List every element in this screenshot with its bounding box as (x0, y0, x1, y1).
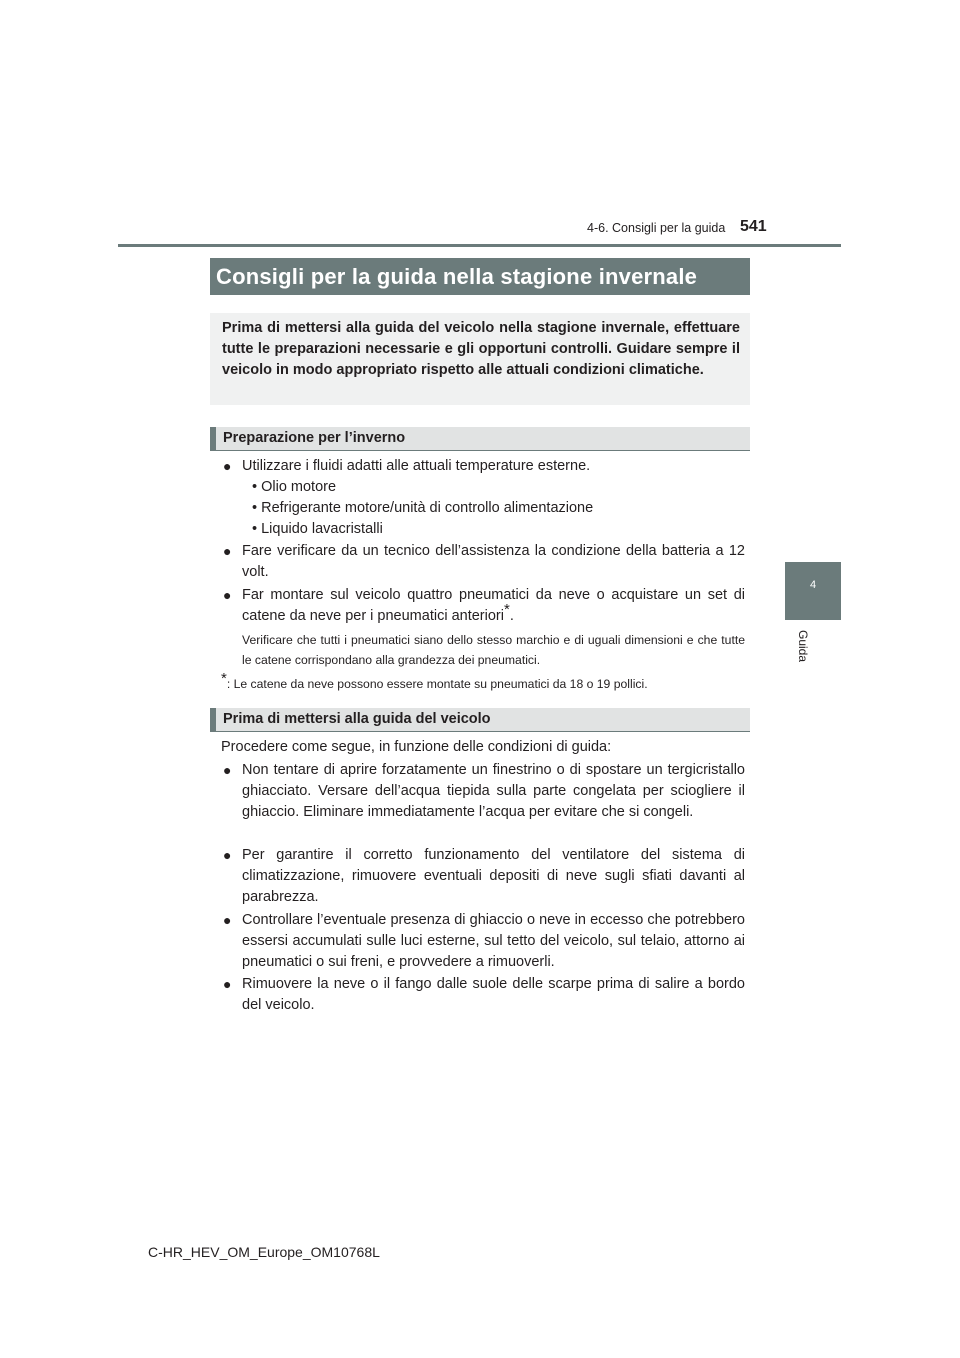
chapter-tab: 4 (785, 562, 841, 620)
bullet-icon: ● (223, 587, 232, 603)
header-divider (118, 244, 841, 247)
bullet-icon: ● (223, 976, 232, 992)
bullet-text: Non tentare di aprire forzatamente un finestrino o di spostare un tergicristallo ghiacciato. Versare dell’acqua tiepida sulla parte congelata per sciogliere il ghiaccio. Eliminare immediatamente l’acqua per evitare che si congeli. (242, 762, 745, 820)
footnote-text: : Le catene da neve possono essere montate su pneumatici da 18 o 19 pollici. (226, 677, 648, 691)
lead-text: Procedere come segue, in funzione delle condizioni di guida: (221, 739, 612, 755)
sub-item: • Olio motore (252, 479, 337, 495)
list-item (221, 974, 745, 1016)
footnote (221, 669, 648, 694)
bullet-icon: ● (223, 912, 232, 928)
list-item (221, 910, 745, 973)
list-item (221, 845, 745, 908)
bullet-text: Far montare sul veicolo quattro pneumatici da neve o acquistare un set di catene da neve per i pneumatici anteriori (242, 587, 745, 624)
list-item (221, 456, 745, 477)
header-section: 4-6. Consigli per la guida (587, 221, 726, 235)
list-item (221, 585, 745, 627)
list-item (221, 541, 745, 583)
period: . (509, 608, 514, 624)
footer-doc-id: C-HR_HEV_OM_Europe_OM10768L (148, 1244, 380, 1260)
bullet-text: Per garantire il corretto funzionamento del ventilatore del sistema di climatizzazione, rimuovere eventuali depositi di neve sugli sfiati davanti al parabrezza. (242, 847, 745, 905)
bullet-text: Utilizzare i fluidi adatti alle attuali temperature esterne. (242, 458, 591, 474)
asterisk: * (503, 601, 510, 619)
asterisk: * (221, 669, 227, 687)
bullet-text: Rimuovere la neve o il fango dalle suole delle scarpe prima di salire a bordo del veicolo. (242, 976, 745, 1013)
list-item (221, 760, 745, 823)
page-number: 541 (740, 218, 767, 235)
sub-item: • Liquido lavacristalli (252, 521, 383, 537)
page-title: Consigli per la guida nella stagione invernale (210, 258, 750, 295)
intro-box: Prima di mettersi alla guida del veicolo nella stagione invernale, effettuare tutte le preparazioni necessarie e gli opportuni controlli. Guidare sempre il veicolo in modo appropriato rispetto alle attuali condizioni climatiche. (210, 313, 750, 405)
bullet-icon: ● (223, 762, 232, 778)
bullet-text: Fare verificare da un tecnico dell’assistenza la condizione della batteria a 12 volt. (242, 543, 745, 580)
bullet-icon: ● (223, 847, 232, 863)
sub-item: • Refrigerante motore/unità di controllo alimentazione (252, 500, 594, 516)
bullet-icon: ● (223, 458, 232, 474)
chapter-label: Guida (796, 630, 810, 663)
bullet-text: Controllare l’eventuale presenza di ghiaccio o neve in eccesso che potrebbero essersi accumulati sulle luci esterne, sul tetto del veicolo, sul telaio, attorno ai pneumatici o sui freni, e provvedere a rimuoverli. (242, 912, 745, 970)
bullet-icon: ● (223, 543, 232, 559)
section-heading-winter-prep: Preparazione per l’inverno (210, 427, 750, 451)
note-text: Verificare che tutti i pneumatici siano dello stesso marchio e di uguali dimensioni e che tutte le catene corrispondano alla grandezza dei pneumatici. (242, 633, 745, 667)
section-heading-before-driving: Prima di mettersi alla guida del veicolo (210, 708, 750, 732)
